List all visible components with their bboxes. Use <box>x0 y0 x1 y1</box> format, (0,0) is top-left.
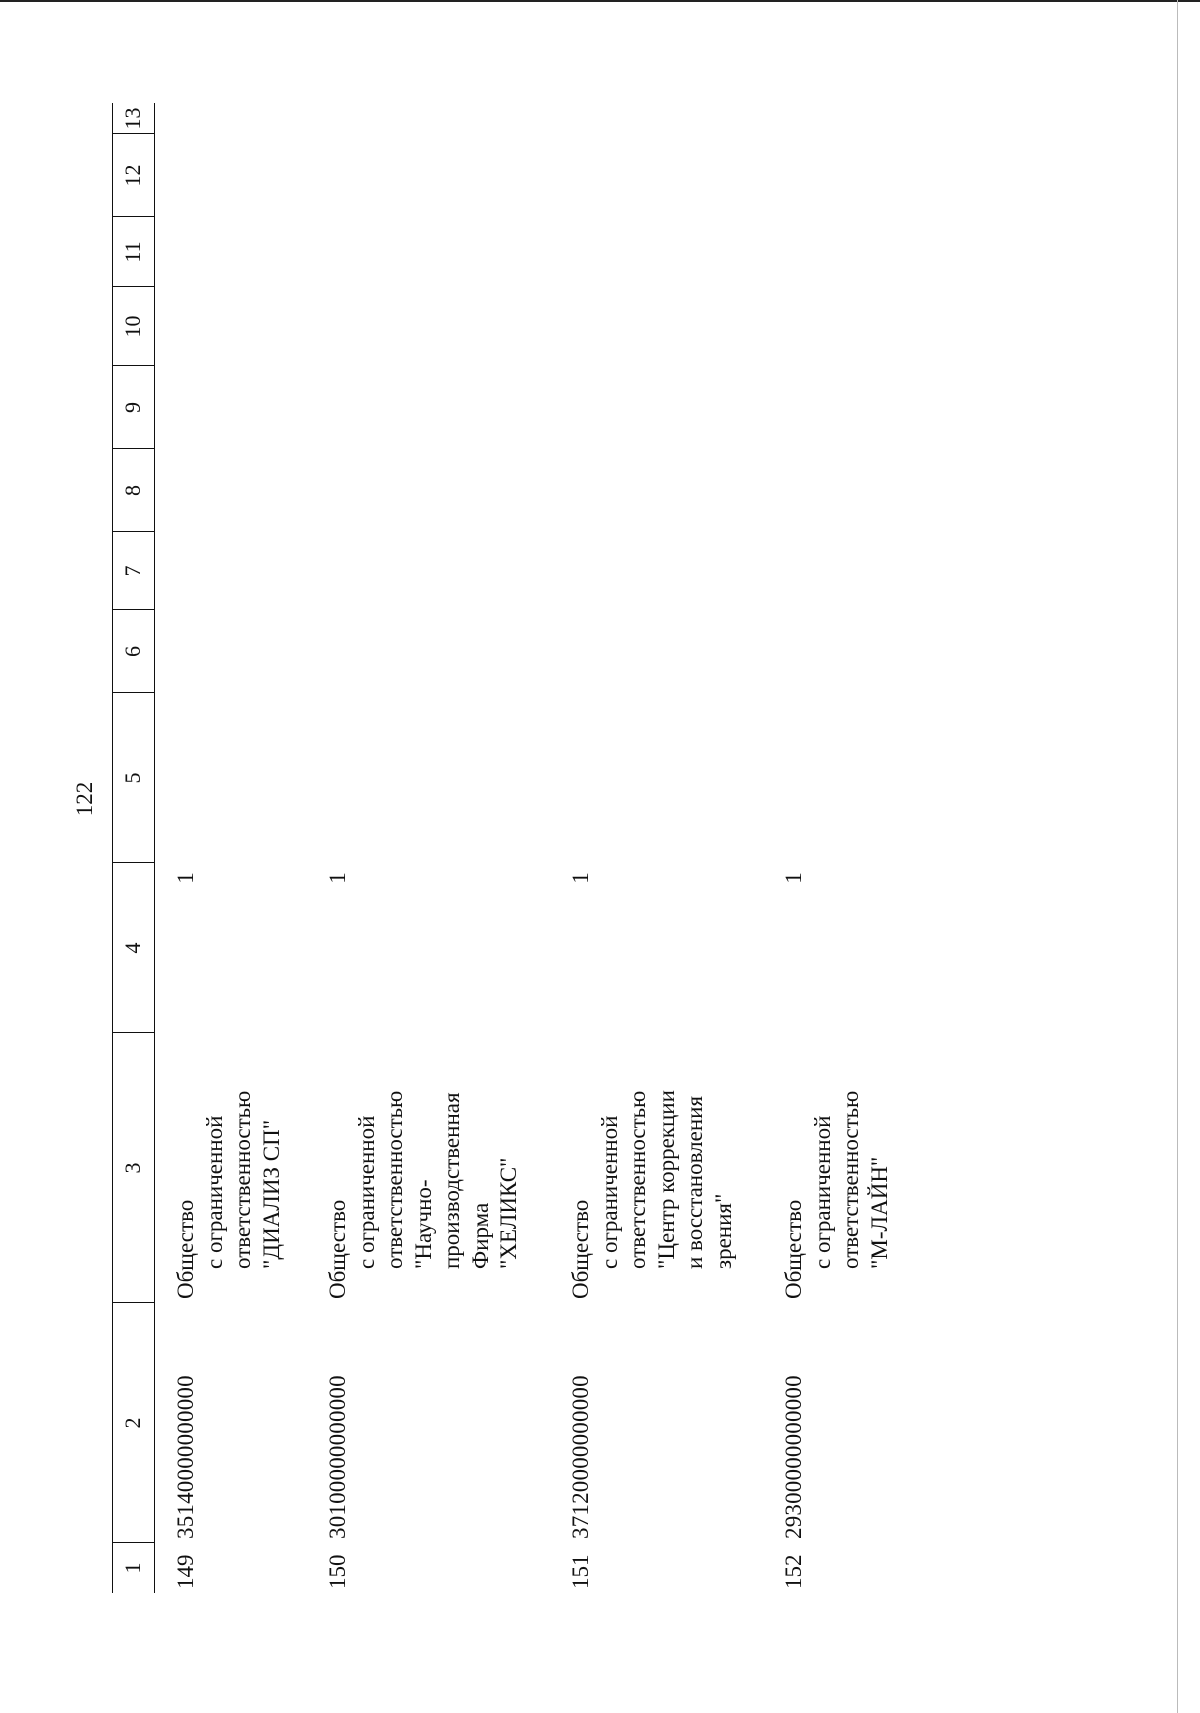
col5-value: 1 <box>173 872 198 884</box>
name-line: с ограниченной <box>596 1115 622 1269</box>
column-header: 8 <box>120 485 145 496</box>
organization-name <box>567 1059 738 1299</box>
column-header: 12 <box>120 164 145 187</box>
column-header: 3 <box>120 1162 145 1174</box>
name-line: с ограниченной <box>201 1115 227 1269</box>
row-code: 30100000000000 <box>325 1375 350 1539</box>
row-number: 150 <box>325 1554 350 1589</box>
column-header: 1 <box>120 1562 145 1574</box>
column-header: 6 <box>120 646 145 657</box>
name-line: с ограниченной <box>809 1115 835 1269</box>
column-header: 13 <box>120 107 145 130</box>
name-line: "М-ЛАЙН" <box>866 1156 892 1269</box>
column-header: 4 <box>120 942 145 954</box>
organization-name <box>780 1059 894 1299</box>
name-line: "Научно- <box>410 1179 436 1269</box>
row-code: 29300000000000 <box>781 1375 806 1539</box>
name-line: Общество <box>568 1199 593 1299</box>
name-line: Фирма <box>467 1202 493 1269</box>
column-header: 10 <box>120 315 145 338</box>
name-line: ответственностью <box>838 1090 863 1269</box>
name-line: "Центр коррекции <box>653 1090 679 1269</box>
name-line: Общество <box>781 1199 806 1299</box>
column-header: 9 <box>120 402 145 413</box>
name-line: ответственностью <box>230 1090 255 1269</box>
data-table <box>112 103 1112 1593</box>
name-line: Общество <box>325 1199 350 1299</box>
name-line: Общество <box>173 1199 198 1299</box>
name-line: и восстановления <box>682 1095 707 1269</box>
row-code: 35140000000000 <box>173 1375 198 1539</box>
name-line: "ХЕЛИКС" <box>496 1157 521 1269</box>
row-code: 37120000000000 <box>568 1375 593 1539</box>
column-header: 7 <box>120 565 145 577</box>
row-number: 152 <box>781 1554 806 1589</box>
column-header: 5 <box>120 772 145 784</box>
organization-name <box>324 1059 524 1299</box>
name-line: зрения" <box>710 1193 736 1269</box>
row-number: 151 <box>568 1554 593 1589</box>
page-number: 122 <box>72 781 97 817</box>
col5-value: 1 <box>781 872 806 884</box>
name-line: с ограниченной <box>353 1115 379 1269</box>
col5-value: 1 <box>325 872 350 884</box>
column-header: 11 <box>120 241 145 263</box>
name-line: "ДИАЛИЗ СП" <box>258 1119 284 1269</box>
row-number: 149 <box>173 1554 198 1589</box>
header-bottom-rule <box>154 103 155 1593</box>
name-line: производственная <box>439 1092 464 1269</box>
name-line: ответственностью <box>382 1090 407 1269</box>
col5-value: 1 <box>568 872 593 884</box>
name-line: ответственностью <box>625 1090 650 1269</box>
column-header: 2 <box>120 1417 145 1429</box>
organization-name <box>172 1059 286 1299</box>
